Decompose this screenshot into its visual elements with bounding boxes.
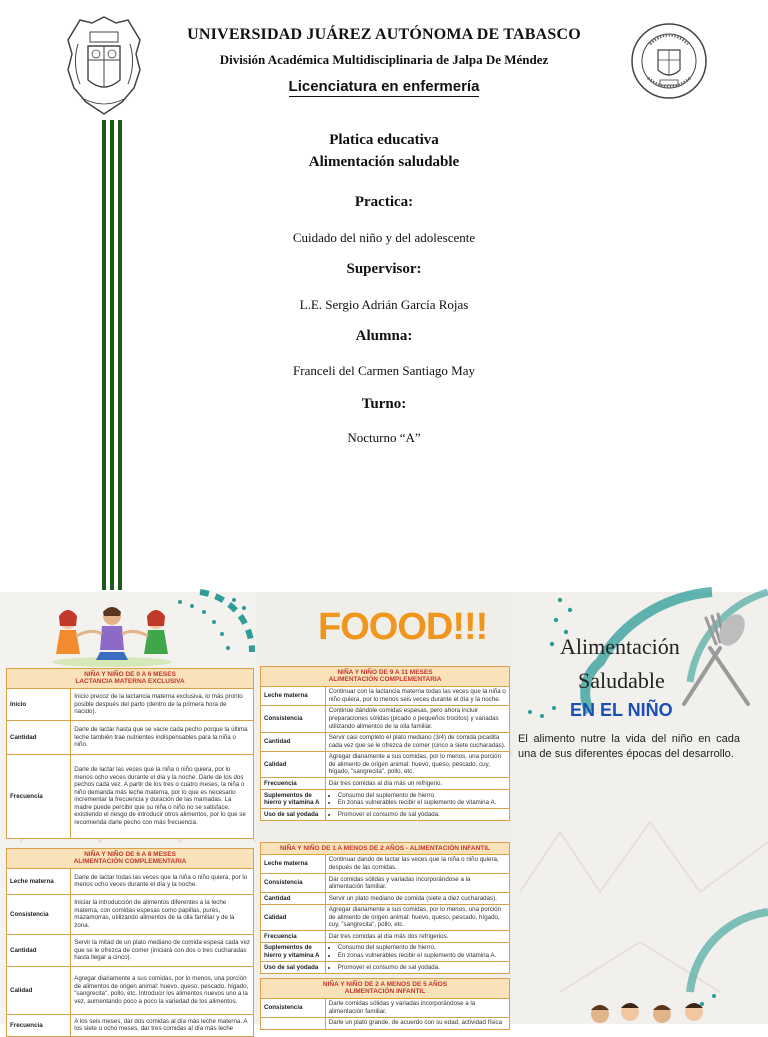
table-0-6-months <box>6 668 254 839</box>
table-header: NIÑA Y NIÑO DE 1 A MENOS DE 2 AÑOS - ALIMENTACIÓN INFANTIL <box>261 843 510 855</box>
degree-name <box>0 78 768 95</box>
table-row: Consistencia Dar comidas sólidas y variadas incorporándose a la alimentación familiar. <box>261 874 510 893</box>
table-row: Frecuencia Dar tres comidas al día más dos refrigerios. <box>261 931 510 943</box>
table-9-11-months <box>260 666 510 821</box>
table-header: NIÑA Y NIÑO DE 6 A 8 MESES ALIMENTACIÓN COMPLEMENTARIA <box>7 849 254 869</box>
table-row: Calidad Agregar diariamente a sus comidas, por lo menos, una porción de alimento de origen animal: huevo, queso, pescado, hígado, cuy, "sangrecita", pollo, etc. <box>261 904 510 931</box>
table-row: Frecuencia Dar tres comidas al día más un refrigerio. <box>261 778 510 790</box>
table-row: Frecuencia A los seis meses, dar dos comidas al día más leche materna. A los siete u ocho meses, dar tres comidas al día más leche <box>7 1014 254 1036</box>
table-row: Frecuencia Darle de lactar las veces que la niña o niño quiera, por lo menos ocho veces durante el día y la noche. Darle de los dos pechos cada vez. A partir de los tres o cuatro meses, la niña o niño demanda más leche materna, por lo que es necesario incrementar la frecuencia y duración de las mamadas. La madre puede percibir que su niña o niño no se satisface, existiendo el riesgo de introducir otros alimentos, por lo que se recomienda darle pecho con más frecuencia. <box>7 754 254 838</box>
practice-value: Cuidado del niño y del adolescente <box>292 230 476 245</box>
student-value: Franceli del Carmen Santiago May <box>293 363 475 378</box>
infographic-title-line1: Alimentación <box>560 634 680 659</box>
table-row: Cantidad Servir la mitad de un plato mediano de comida espesa cada vez que se le ofrezca de comer (iniciará con dos o tres cucharadas hasta llegar a cinco). <box>7 934 254 966</box>
table-row: Calidad Agregar diariamente a sus comidas, por lo menos, una porción de alimento de origen animal: huevo, queso, pescado, cuy, hígado, "sangrecita", pollo, etc. <box>261 751 510 778</box>
table-header: NIÑA Y NIÑO DE 0 A 6 MESES LACTANCIA MATERNA EXCLUSIVA <box>7 669 254 689</box>
infographic-description: El alimento nutre la vida del niño en cada una de sus diferentes épocas del desarrollo. <box>518 733 740 760</box>
family-illustration <box>580 996 730 1024</box>
table-row: Calidad Agregar diariamente a sus comidas, por lo menos, una porción de alimentos de origen animal: huevo, queso, pescado, hígado, "sangrecita", pollo, etc. Introducir los alimentos nuevos uno a la vez, aumentando poco a poco la variedad de los alimentos. <box>7 966 254 1014</box>
shift-value: Nocturno “A” <box>347 430 421 445</box>
table-row: Cantidad Servir un plato mediano de comida (siete a diez cucharadas). <box>261 893 510 905</box>
table-header: NIÑA Y NIÑO DE 2 A MENOS DE 5 AÑOS ALIMENTACIÓN INFANTIL <box>261 979 510 999</box>
talk-type: Platica educativa <box>329 132 439 148</box>
table-row: Consistencia Darle comidas sólidas y variadas incorporándose a la alimentación familiar. <box>261 998 510 1017</box>
table-row: Cantidad Darle de lactar hasta que se vacíe cada pecho porque la última leche también trae nutrientes indispensables para la niña o niño. <box>7 720 254 754</box>
table-row: Suplementos de hierro y vitamina A • Consumo del suplemento de hierro. • En zonas vulnerables recibir el suplemento de vitamina A. <box>261 942 510 961</box>
table-6-8-months <box>6 848 254 1037</box>
table-row: Suplementos de hierro y vitamina A • Consumo del suplemento de hierro. • En zonas vulnerables recibir el suplemento de vitamina A. <box>261 790 510 809</box>
table-row: Consistencia Iniciar la introducción de alimentos diferentes a la leche materna, con comidas espesas como papillas, purés, mazamorras, utilizando alimentos de la olla familiar y de la zona. <box>7 894 254 934</box>
division-name: División Académica Multidisciplinaria de Jalpa De Méndez <box>219 52 549 67</box>
supervisor-label: Supervisor: <box>346 261 422 277</box>
table-row: Consistencia Continúe dándole comidas espesas, pero ahora incluir preparaciones sólidas (picado o pequeños trocitos) y variadas utilizando alimentos de la olla familiar. <box>261 705 510 732</box>
food-title: FOOOD!!! <box>318 606 488 648</box>
practice-label: Practica: <box>354 194 414 210</box>
decorative-green-stripes <box>100 120 124 590</box>
infographic-title-line2: Saludable <box>578 668 665 693</box>
table-row: Cantidad Servir casi completo el plato mediano (3/4) de comida picadita cada vez que se le ofrezca de comer (cinco a siete cucharadas). <box>261 732 510 751</box>
table-header: NIÑA Y NIÑO DE 9 A 11 MESES ALIMENTACIÓN COMPLEMENTARIA <box>261 667 510 687</box>
table-row: Leche materna Continuar dando de lactar las veces que la niña o niño quiera, después de las comidas. <box>261 854 510 873</box>
talk-topic: Alimentación saludable <box>308 154 460 170</box>
shift-label: Turno: <box>361 396 407 412</box>
nutrition-infographic <box>0 592 768 1033</box>
table-row: Uso de sal yodada • Promover el consumo de sal yodada. <box>261 962 510 974</box>
table-row: Leche materna Continuar con la lactancia materna todas las veces que la niña o niño quiera, por lo menos seis veces durante el día y la noche. <box>261 686 510 705</box>
table-2-5-years <box>260 978 510 1030</box>
table-1-2-years <box>260 842 510 974</box>
degree-name-text: Licenciatura en enfermería <box>288 78 480 95</box>
table-row: Darle un plato grande, de acuerdo con su edad, actividad física <box>261 1017 510 1029</box>
table-row: Inicio Inicio precoz de la lactancia materna exclusiva, lo más pronto posible después del parto (dentro de la primera hora de nacido). <box>7 688 254 720</box>
fork-spoon-icon <box>676 608 756 708</box>
supervisor-value: L.E. Sergio Adrián García Rojas <box>299 297 469 312</box>
children-playing-illustration <box>46 602 178 668</box>
table-row: Leche materna Darle de lactar todas las veces que la niña o niño quiera, por lo menos ocho veces durante el día y la noche. <box>7 868 254 894</box>
infographic-subtitle: EN EL NIÑO <box>570 700 673 720</box>
table-row: Uso de sal yodada • Promover el consumo de sal yodada. <box>261 809 510 821</box>
student-label: Alumna: <box>355 328 413 344</box>
university-name: UNIVERSIDAD JUÁREZ AUTÓNOMA DE TABASCO <box>187 26 581 43</box>
